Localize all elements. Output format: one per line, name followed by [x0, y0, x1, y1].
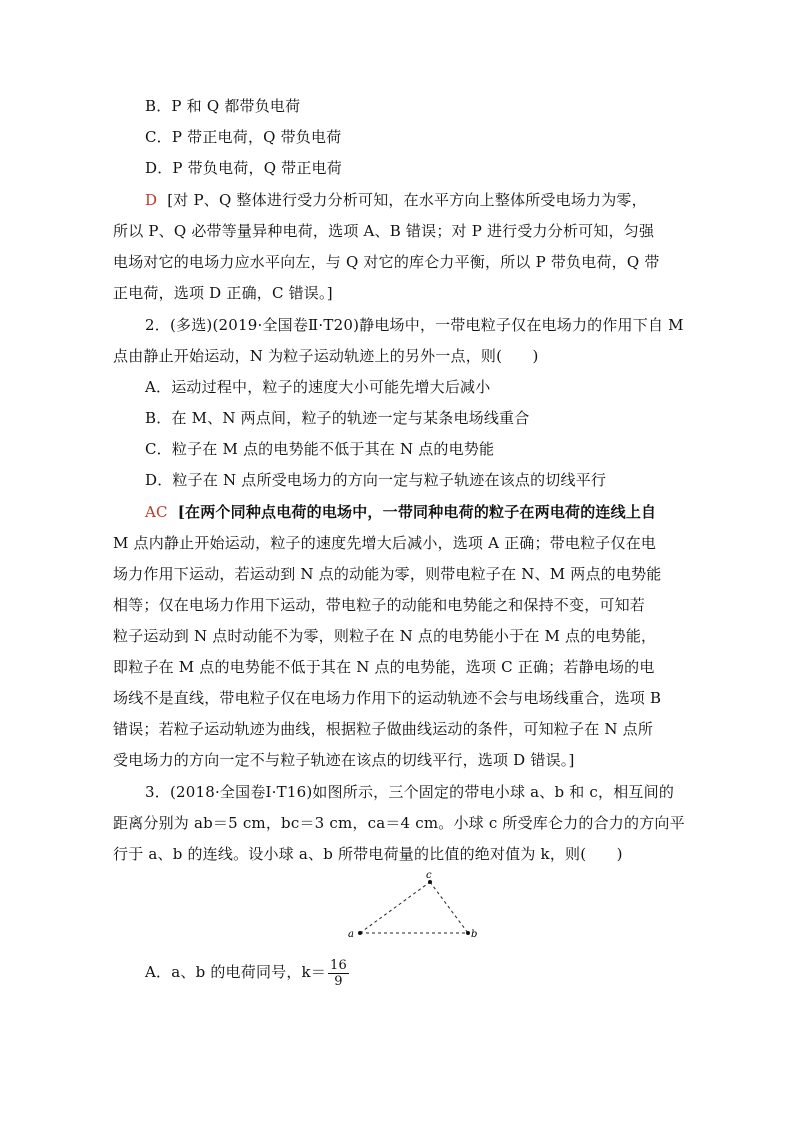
fraction-numerator: 16 — [330, 957, 347, 973]
q1-solution-line-4: 正电荷，选项 D 正确，C 错误。] — [113, 284, 333, 302]
q2-stem-line-1: 2．(多选)(2019·全国卷Ⅱ·T20)静电场中，一带电粒子仅在电场力的作用下自 M — [145, 316, 684, 334]
triangle-figure — [340, 870, 480, 942]
side-ac — [360, 882, 430, 933]
q1-solution-text-1: [对 P、Q 整体进行受力分析可知，在水平方向上整体所受电场力为零， — [167, 191, 647, 209]
q2-option-b: B．在 M、N 两点间，粒子的轨迹一定与某条电场线重合 — [145, 409, 530, 427]
q2-option-d: D．粒子在 N 点所受电场力的方向一定与粒子轨迹在该点的切线平行 — [145, 471, 607, 489]
q2-option-c: C．粒子在 M 点的电势能不低于其在 N 点的电势能 — [145, 440, 495, 458]
fraction-16-9 — [328, 958, 349, 989]
q3-stem-line-2: 距离分别为 ab＝5 cm，bc＝3 cm，ca＝4 cm。小球 c 所受库仑力的合力的方向平 — [113, 814, 685, 832]
q1-option-d: D．P 带负电荷，Q 带正电荷 — [145, 159, 342, 177]
q1-solution-line-3: 电场对它的电场力应水平向左，与 Q 对它的库仑力平衡，所以 P 带负电荷，Q 带 — [113, 253, 660, 271]
q3-stem-line-1: 3．(2018·全国卷Ⅰ·T16)如图所示，三个固定的带电小球 a、b 和 c，相互间的 — [145, 783, 675, 801]
q2-solution-line-8: 错误；若粒子运动轨迹为曲线，根据粒子做曲线运动的条件，可知粒子在 N 点所 — [113, 720, 654, 738]
side-cb — [430, 882, 468, 933]
q2-answer: AC — [145, 503, 168, 521]
q1-option-b: B．P 和 Q 都带负电荷 — [145, 97, 301, 115]
q2-stem-line-2: 点由静止开始运动，N 为粒子运动轨迹上的另外一点，则( ) — [113, 347, 539, 365]
q3-stem-line-3: 行于 a、b 的连线。设小球 a、b 所带电荷量的比值的绝对值为 k，则( ) — [113, 845, 623, 863]
q2-solution-line-7: 场线不是直线，带电粒子仅在电场力作用下的运动轨迹不会与电场线重合，选项 B — [113, 689, 662, 707]
label-b: b — [471, 929, 478, 940]
q1-option-c: C．P 带正电荷，Q 带负电荷 — [145, 128, 342, 146]
q2-option-a: A．运动过程中，粒子的速度大小可能先增大后减小 — [145, 378, 491, 396]
label-a: a — [348, 929, 354, 940]
q2-solution-line-9: 受电场力的方向一定不与粒子轨迹在该点的切线平行，选项 D 错误。] — [113, 751, 575, 769]
q2-solution-line-4: 相等；仅在电场力作用下运动，带电粒子的动能和电势能之和保持不变，可知若 — [113, 596, 646, 614]
q1-solution-line-2: 所以 P、Q 必带等量异种电荷，选项 A、B 错误；对 P 进行受力分析可知，匀强 — [113, 222, 655, 240]
q2-solution-line-2: M 点内静止开始运动，粒子的速度先增大后减小，选项 A 正确；带电粒子仅在电 — [113, 534, 657, 552]
q2-solution-line-1 — [145, 502, 715, 522]
q1-solution-line-1 — [145, 190, 715, 210]
q1-answer: D — [145, 191, 158, 209]
q3-option-a-text: A．a、b 的电荷同号，k＝ — [145, 963, 327, 981]
q3-option-a — [145, 956, 715, 990]
q2-solution-text-1: [在两个同种点电荷的电场中，一带同种电荷的粒子在两电荷的连线上自 — [177, 503, 657, 521]
q2-solution-line-5: 粒子运动到 N 点时动能不为零，则粒子在 N 点的电势能小于在 M 点的电势能， — [113, 627, 657, 645]
ball-b — [466, 931, 470, 935]
q2-solution-line-6: 即粒子在 M 点的电势能不低于其在 N 点的电势能，选项 C 正确；若静电场的电 — [113, 658, 655, 676]
q2-solution-line-3: 场力作用下运动，若运动到 N 点的动能为零，则带电粒子在 N、M 两点的电势能 — [113, 565, 662, 583]
ball-a — [358, 931, 362, 935]
fraction-denominator: 9 — [334, 973, 343, 989]
label-c: c — [426, 870, 432, 881]
